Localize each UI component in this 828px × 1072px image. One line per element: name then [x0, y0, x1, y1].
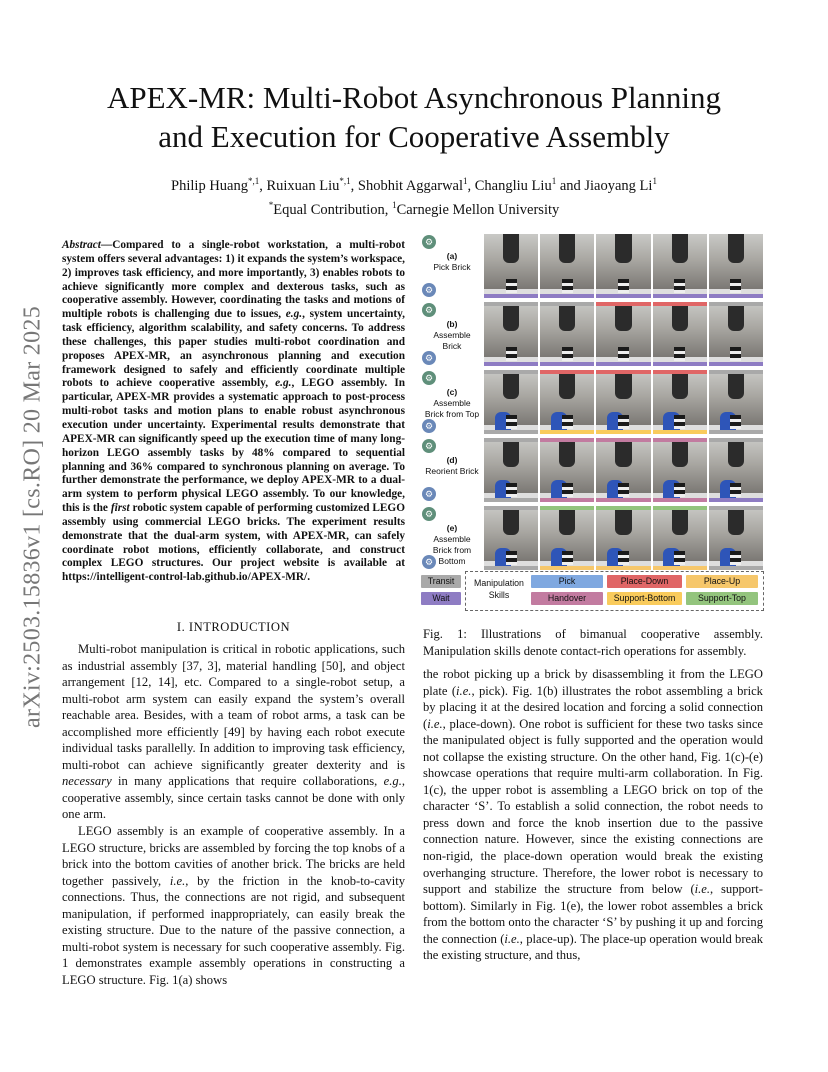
panel-label [421, 437, 481, 503]
photo-frame [653, 438, 707, 502]
author-block [60, 172, 768, 220]
panel-tag: (d) [446, 455, 458, 465]
abstract: Abstract—Compared to a single-robot workstation, a multi-robot system offers several advantages: 1) it expands the system’s workspace, 2) improves task efficiency, and more importantly, 3) enables robots to achieve significantly more complex and dexterous tasks, such as cooperative assembly. However, coordinating the tasks and motions of multiple robots is challenging due to issues, e.g., system uncertainty, task efficiency, algorithm scalability, and safety concerns. To address these challenges, this paper studies multi-robot coordination and proposes APEX-MR, an asynchronous planning and execution framework designed to safely and efficiently coordinate multiple robots to achieve cooperative assembly, e.g., LEGO assembly. In particular, APEX-MR provides a systematic approach to post-process multi-robot tasks and motion plans to enable robust asynchronous execution under uncertainty. Experimental results demonstrate that APEX-MR can significantly speed up the execution time of many long-horizon LEGO assembly tasks by 48% compared to sequential planning and 36% compared to synchronous planning on average. To further demonstrate the performance, we deploy APEX-MR to a dual-arm system to perform physical LEGO assembly. To our knowledge, this is the first robotic system capable of performing customized LEGO assembly using commercial LEGO bricks. The experiment results demonstrate that the dual-arm system, with APEX-MR, can safely coordinate robot motions, efficiently collaborate, and construct complex LEGO structures. Our project website is available at https://intelligent-control-lab.github.io/APEX-MR/. [62, 239, 406, 584]
lower-robot-skill-bar [540, 430, 594, 434]
lower-robot-skill-bar [709, 430, 763, 434]
lower-robot-skill-bar [709, 498, 763, 502]
lower-robot-skill-bar [484, 430, 538, 434]
figure-panel [421, 505, 763, 571]
photo-strip [484, 234, 763, 298]
lower-robot-skill-bar [596, 294, 650, 298]
photo-frame [484, 370, 538, 434]
panel-tag: (c) [446, 387, 458, 397]
figure-legend [421, 571, 763, 611]
photo-frame [596, 506, 650, 570]
panel-caption: Reorient Brick [425, 466, 479, 476]
lower-robot-skill-bar [653, 362, 707, 366]
lower-robot-skill-bar [596, 566, 650, 570]
skills-label: Manipulation Skills [474, 578, 524, 600]
photo-strip [484, 370, 763, 434]
lower-robot-skill-bar [484, 498, 538, 502]
photo-frame [709, 438, 763, 502]
upper-robot-skill-bar [653, 370, 707, 374]
panel-label [421, 233, 481, 299]
paper-title [60, 78, 768, 156]
intro-paragraph-2: LEGO assembly is an example of cooperative assembly. In a LEGO structure, bricks are assembled by forcing the top knobs of a brick into the bottom cavities of another brick. The bricks are held together passively, i.e., by the friction in the knob-to-cavity connections. Thus, the connections are not rigid, and subsequent manipulation, if performed inappropriately, can easily break the existing structure. Due to the nature of the passive connection, a multi-robot system is necessary for such cooperative assembly. Fig. 1 demonstrates example assembly operations in constructing a LEGO structure. Fig. 1(a) shows [62, 824, 405, 987]
upper-robot-skill-bar [596, 302, 650, 306]
upper-robot-icon: ⚙ [422, 371, 436, 385]
upper-robot-skill-bar [653, 438, 707, 442]
photo-frame [540, 438, 594, 502]
upper-robot-skill-bar [540, 370, 594, 374]
lower-robot-skill-bar [596, 362, 650, 366]
photo-frame [596, 234, 650, 298]
lower-robot-icon: ⚙ [422, 351, 436, 365]
photo-frame [484, 234, 538, 298]
upper-robot-skill-bar [484, 506, 538, 510]
upper-robot-skill-bar [653, 506, 707, 510]
photo-frame [484, 302, 538, 366]
lower-robot-skill-bar [596, 498, 650, 502]
photo-frame [653, 506, 707, 570]
lower-robot-skill-bar [653, 566, 707, 570]
photo-frame [653, 234, 707, 298]
photo-strip [484, 506, 763, 570]
upper-robot-skill-bar [484, 438, 538, 442]
panel-caption: Assemble Brick from Bottom [432, 534, 472, 566]
upper-robot-skill-bar [540, 506, 594, 510]
legend-pick: Pick [531, 575, 603, 588]
photo-frame [596, 438, 650, 502]
lower-robot-skill-bar [484, 294, 538, 298]
photo-strip [484, 302, 763, 366]
panel-caption: Assemble Brick [433, 330, 471, 351]
lower-robot-skill-bar [709, 294, 763, 298]
right-paragraph-1: the robot picking up a brick by disassembling it from the LEGO plate (i.e., pick). Fig. 1(b) illustrates the robot assembling a brick by placing it at the desired location and forcing a solid connection (i.e., place-down). One robot is sufficient for these two tasks since the manipulated object is fully supported and the operation would not collapse the existing structure. On the other hand, Fig. 1(c)-(e) showcase operations that require multi-arm collaboration. In Fig. 1(c), the upper robot is assembling a LEGO brick on top of the character ‘S’. To establish a solid connection, the robot needs to press down and force the knob insertion due to the passive connection nature. However, since the existing connections are non-rigid, the place-down operation would break the existing overhanging structure. Therefore, the lower robot is necessary to support and stabilize the structure from below (i.e., support-bottom). Similarly in Fig. 1(e), the lower robot assembles a brick from the bottom onto the character ‘S’ by pushing it up and forcing the connection (i.e., place-up). The place-up operation would break the existing structure, and thus, [423, 667, 763, 963]
photo-frame [484, 506, 538, 570]
section-heading-introduction: I. INTRODUCTION [176, 620, 291, 634]
legend-transit: Transit [421, 575, 461, 588]
panel-label [421, 505, 481, 571]
legend-support-top: Support-Top [686, 592, 758, 605]
intro-paragraph-1: Multi-robot manipulation is critical in robotic applications, such as industrial assembly [37, 3], material handling [50], and object arrangement [12, 14], etc. Compared to a single-robot setup, a multi-robot arm system can easily expand the system’s overall reachable area. Besides, with a team of robot arms, a task can be accomplished more efficiently [49] by having each robot execute individual tasks parallelly. In addition to improving task efficiency, multi-robot can achieve significantly greater dexterity and is necessary in many applications that require collaborations, e.g., cooperative assembly, since certain tasks cannot be done with only one arm. [62, 642, 405, 822]
upper-robot-skill-bar [596, 370, 650, 374]
upper-robot-icon: ⚙ [422, 507, 436, 521]
panel-tag: (a) [446, 251, 458, 261]
lower-robot-skill-bar [653, 498, 707, 502]
legend-place-up: Place-Up [686, 575, 758, 588]
photo-frame [540, 370, 594, 434]
upper-robot-skill-bar [484, 370, 538, 374]
photo-frame [596, 370, 650, 434]
upper-robot-skill-bar [540, 438, 594, 442]
upper-robot-skill-bar [709, 438, 763, 442]
photo-frame [653, 302, 707, 366]
legend-handover: Handover [531, 592, 603, 605]
figure-panel [421, 301, 763, 367]
panel-caption: Pick Brick [433, 262, 471, 272]
lower-robot-skill-bar [540, 566, 594, 570]
arxiv-stamp: arXiv:2503.15836v1 [cs.RO] 20 Mar 2025 [19, 305, 46, 729]
figure-caption: Fig. 1: Illustrations of bimanual cooperative assembly. Manipulation skills denote contact-rich operations for assembly. [423, 627, 763, 658]
lower-robot-skill-bar [709, 362, 763, 366]
photo-frame [709, 370, 763, 434]
lower-robot-icon: ⚙ [422, 283, 436, 297]
photo-frame [709, 234, 763, 298]
lower-robot-skill-bar [540, 362, 594, 366]
right-column-body [423, 666, 763, 964]
upper-robot-skill-bar [596, 438, 650, 442]
legend-support-bottom: Support-Bottom [607, 592, 682, 605]
photo-frame [540, 302, 594, 366]
legend-place-down: Place-Down [607, 575, 682, 588]
upper-robot-skill-bar [709, 302, 763, 306]
figure-panel [421, 369, 763, 435]
upper-robot-icon: ⚙ [422, 303, 436, 317]
upper-robot-icon: ⚙ [422, 235, 436, 249]
photo-frame [484, 438, 538, 502]
photo-strip [484, 438, 763, 502]
panel-tag: (e) [446, 523, 458, 533]
photo-frame [540, 234, 594, 298]
lower-robot-icon: ⚙ [422, 419, 436, 433]
title-line-1: APEX-MR: Multi-Robot Asynchronous Planning [106, 80, 721, 115]
figure-panel [421, 437, 763, 503]
figure-panel [421, 233, 763, 299]
panel-caption: Assemble Brick from Top [424, 398, 480, 419]
panel-label [421, 369, 481, 435]
lower-robot-skill-bar [596, 430, 650, 434]
photo-frame [540, 506, 594, 570]
upper-robot-skill-bar [596, 506, 650, 510]
author-list: Philip Huang$^{*,1}$, Ruixuan Liu$^{*,1}$, Shobhit Aggarwal$^1$, Changliu Liu$^1$ and Jiaoyang Li$^1$ [171, 176, 657, 194]
panel-label [421, 301, 481, 367]
figure-1 [421, 233, 763, 615]
photo-frame [653, 370, 707, 434]
photo-frame [596, 302, 650, 366]
upper-robot-icon: ⚙ [422, 439, 436, 453]
lower-robot-icon: ⚙ [422, 487, 436, 501]
lower-robot-skill-bar [540, 294, 594, 298]
lower-robot-skill-bar [484, 362, 538, 366]
lower-robot-skill-bar [653, 294, 707, 298]
lower-robot-skill-bar [653, 430, 707, 434]
title-line-2: and Execution for Cooperative Assembly [158, 119, 670, 154]
lower-robot-skill-bar [709, 566, 763, 570]
upper-robot-skill-bar [484, 302, 538, 306]
panel-tag: (b) [446, 319, 458, 329]
lower-robot-skill-bar [540, 498, 594, 502]
photo-frame [709, 302, 763, 366]
upper-robot-skill-bar [540, 302, 594, 306]
photo-frame [709, 506, 763, 570]
legend-wait: Wait [421, 592, 461, 605]
lower-robot-icon: ⚙ [422, 555, 436, 569]
upper-robot-skill-bar [653, 302, 707, 306]
introduction-body [62, 641, 405, 988]
upper-robot-skill-bar [709, 370, 763, 374]
upper-robot-skill-bar [709, 506, 763, 510]
affiliation: *Equal Contribution, $^1$Carnegie Mellon University [268, 199, 560, 218]
lower-robot-skill-bar [484, 566, 538, 570]
